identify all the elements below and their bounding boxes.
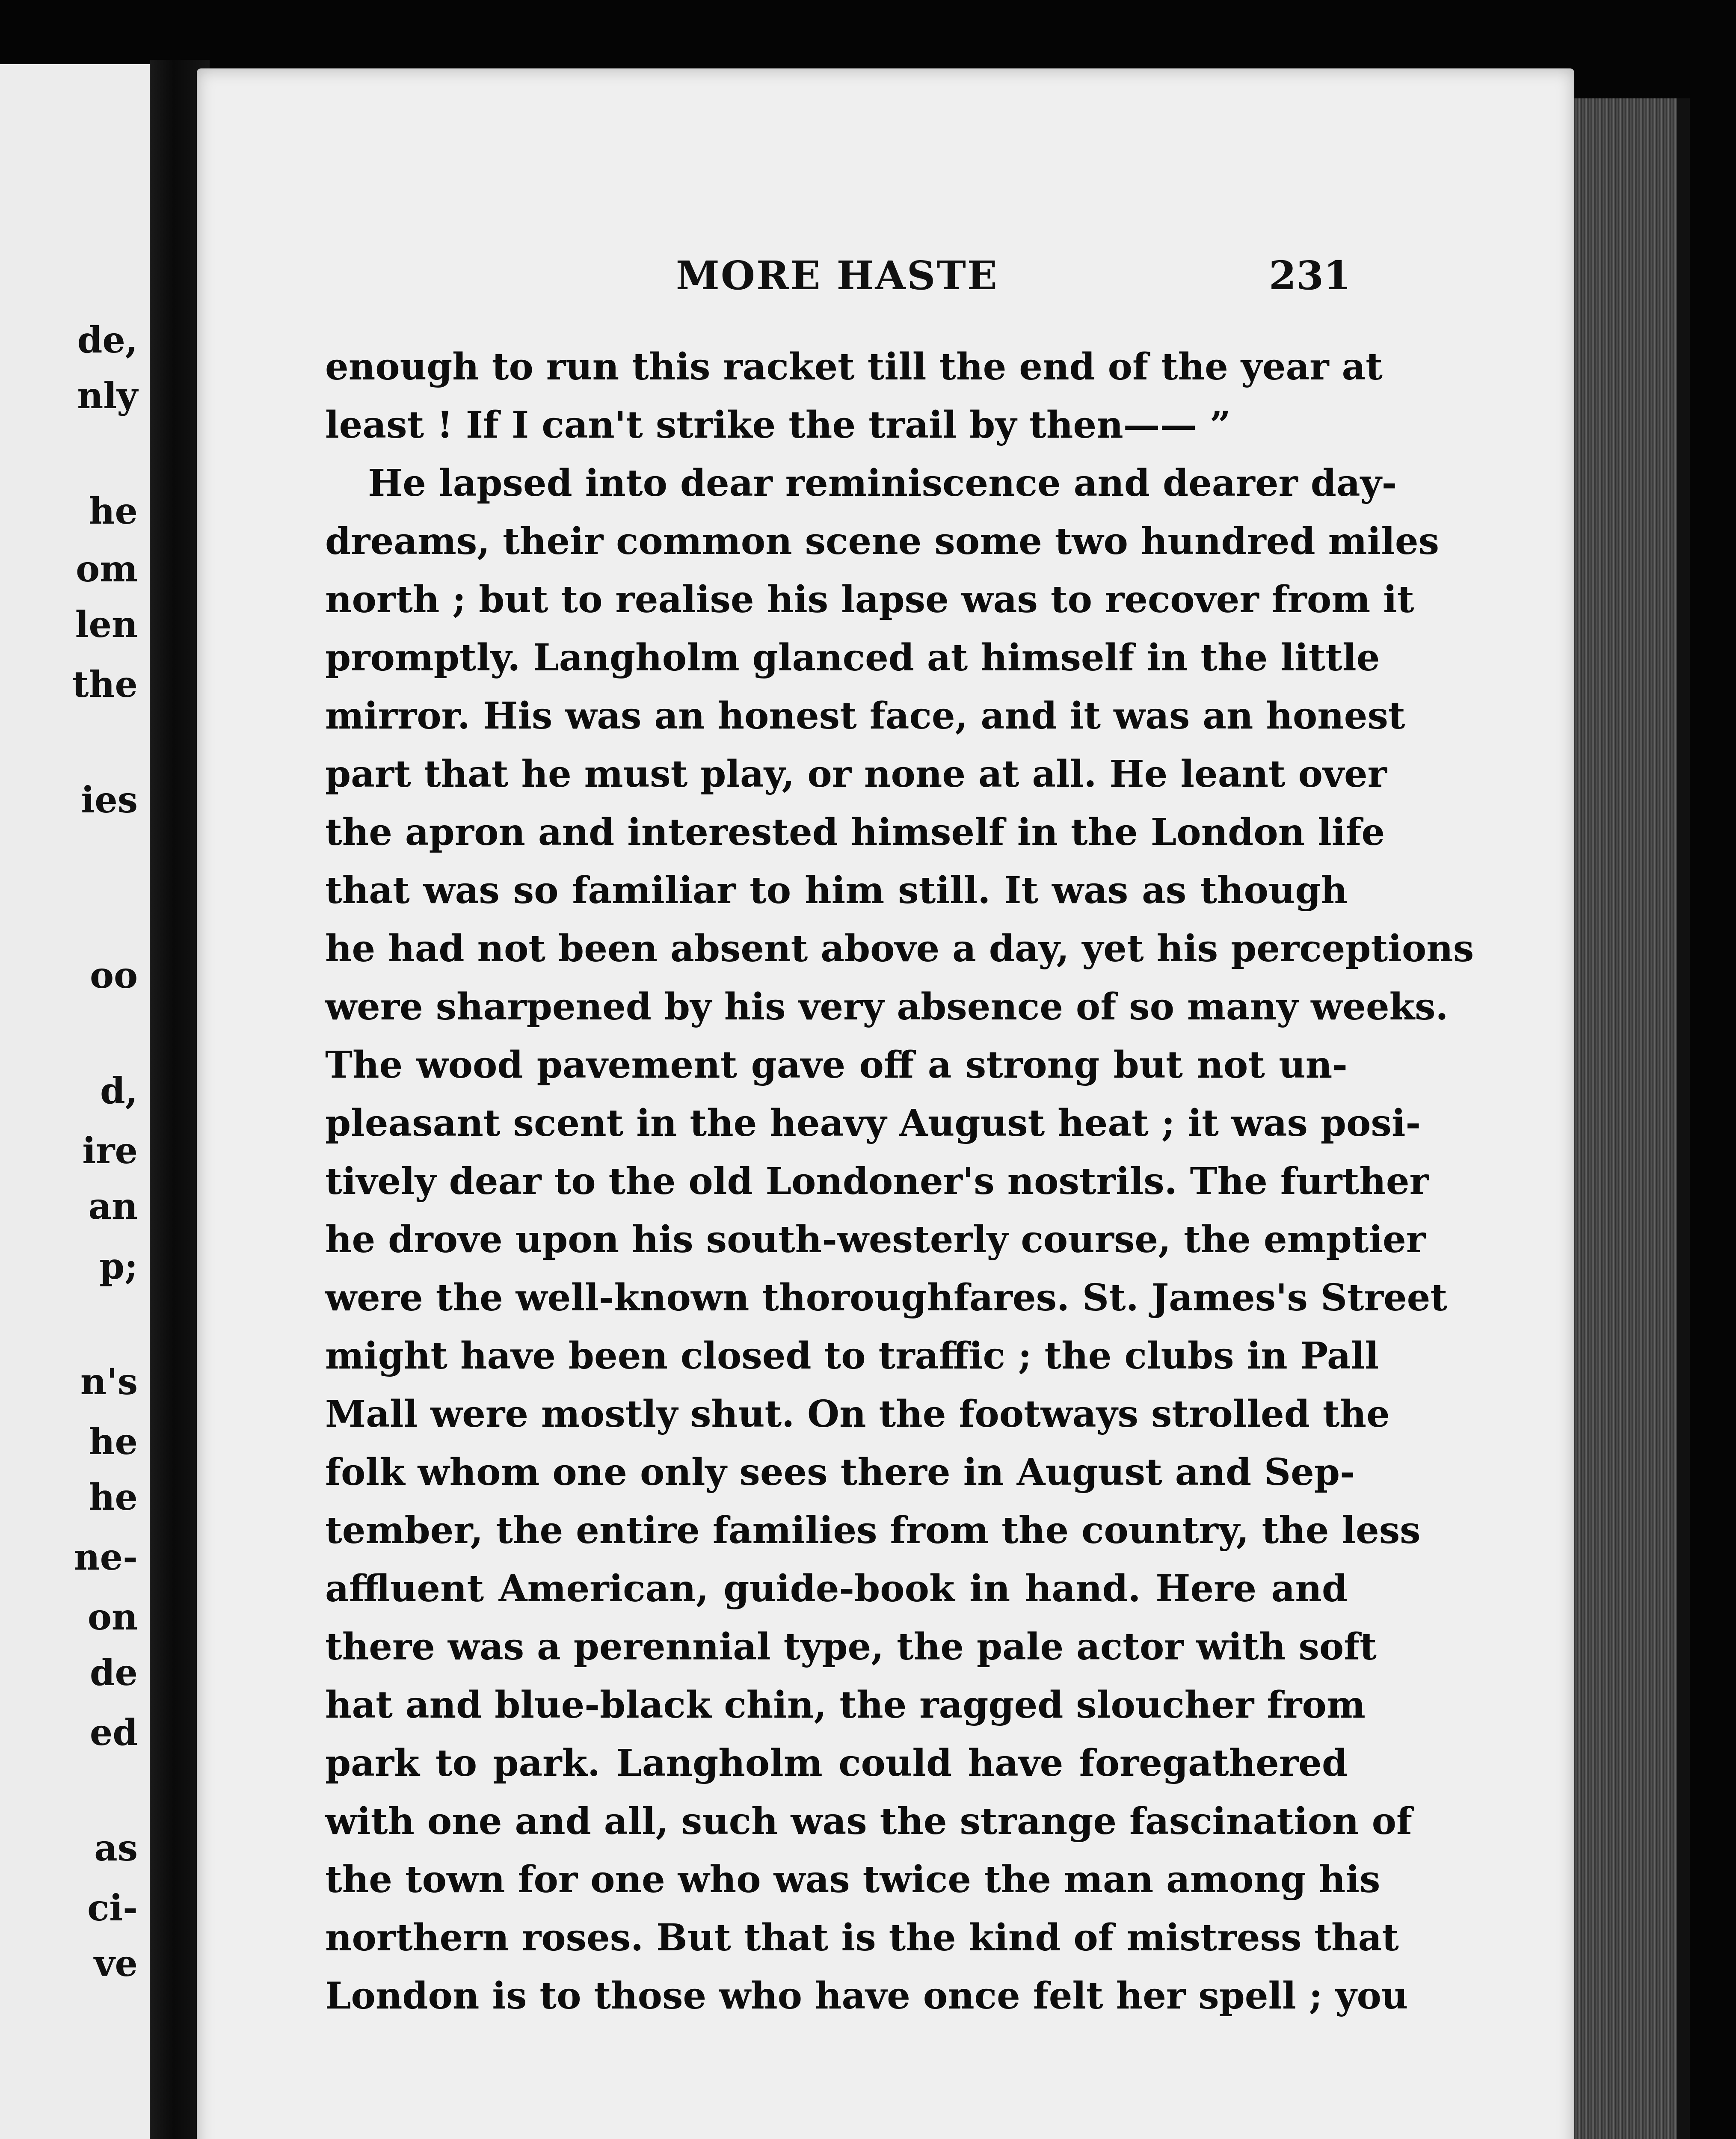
left-page-line: oo: [89, 954, 138, 996]
text-line: Mall were mostly shut. On the footways strolled the: [325, 1392, 1390, 1436]
text-line: tember, the entire families from the country, the less: [325, 1509, 1421, 1552]
text-line: He lapsed into dear reminiscence and dearer day-: [368, 462, 1397, 505]
text-line: were sharpened by his very absence of so many weeks.: [325, 985, 1449, 1028]
previous-page-fragment: [0, 64, 153, 2139]
left-page-line: ne-: [74, 1536, 138, 1578]
text-line: the town for one who was twice the man among his: [325, 1858, 1381, 1901]
left-page-line: ed: [89, 1711, 138, 1754]
text-line: London is to those who have once felt her spell ; you: [325, 1974, 1408, 2018]
left-page-line: he: [89, 1476, 138, 1518]
text-line: folk whom one only sees there in August and Sep-: [325, 1451, 1355, 1494]
text-line: he drove upon his south-westerly course, the emptier: [325, 1218, 1426, 1261]
left-page-line: ve: [94, 1942, 138, 1985]
text-line: there was a perennial type, the pale actor with soft: [325, 1625, 1377, 1668]
left-page-line: on: [87, 1596, 138, 1638]
text-line: promptly. Langholm glanced at himself in the little: [325, 636, 1380, 679]
text-line: least ! If I can't strike the trail by then—— ”: [325, 403, 1231, 447]
left-page-line: om: [76, 548, 138, 590]
left-page-line: p;: [99, 1245, 138, 1287]
text-line: enough to run this racket till the end of the year at: [325, 345, 1383, 388]
left-page-line: de: [89, 1651, 138, 1694]
text-line: were the well-known thoroughfares. St. James's Street: [325, 1276, 1448, 1319]
running-head: MORE HASTE: [676, 252, 998, 299]
text-line: might have been closed to traffic ; the clubs in Pall: [325, 1334, 1379, 1378]
text-line: mirror. His was an honest face, and it was an honest: [325, 694, 1405, 738]
text-line: affluent American, guide-book in hand. Here and: [325, 1567, 1348, 1610]
page-number: 231: [1268, 252, 1351, 299]
text-line: park to park. Langholm could have foregathered: [325, 1742, 1348, 1785]
left-page-line: d,: [100, 1070, 138, 1112]
left-page-line: ire: [82, 1129, 138, 1172]
left-page-line: nly: [77, 374, 138, 417]
left-page-line: ies: [81, 779, 138, 821]
left-page-line: the: [72, 663, 138, 705]
text-line: with one and all, such was the strange fascination of: [325, 1800, 1412, 1843]
text-line: the apron and interested himself in the London life: [325, 811, 1385, 854]
left-page-line: ci-: [87, 1887, 138, 1929]
text-line: The wood pavement gave off a strong but not un-: [325, 1043, 1348, 1087]
left-page-line: he: [89, 1420, 138, 1463]
left-page-line: n's: [80, 1360, 138, 1403]
left-page-line: an: [88, 1185, 138, 1227]
text-line: hat and blue-black chin, the ragged sloucher from: [325, 1683, 1366, 1727]
text-line: north ; but to realise his lapse was to recover from it: [325, 578, 1414, 621]
text-line: tively dear to the old Londoner's nostrils. The further: [325, 1160, 1429, 1203]
left-page-line: len: [75, 603, 138, 646]
left-page-line: de,: [77, 319, 138, 361]
left-page-line: as: [94, 1827, 138, 1869]
text-line: that was so familiar to him still. It was as though: [325, 869, 1348, 912]
text-line: he had not been absent above a day, yet his perceptions: [325, 927, 1474, 970]
text-line: dreams, their common scene some two hundred miles: [325, 520, 1440, 563]
body-text: [325, 338, 1474, 2025]
text-line: northern roses. But that is the kind of mistress that: [325, 1916, 1399, 1959]
text-line: pleasant scent in the heavy August heat ; it was posi-: [325, 1102, 1421, 1145]
left-page-line: he: [89, 490, 138, 532]
text-line: part that he must play, or none at all. He leant over: [325, 753, 1387, 796]
